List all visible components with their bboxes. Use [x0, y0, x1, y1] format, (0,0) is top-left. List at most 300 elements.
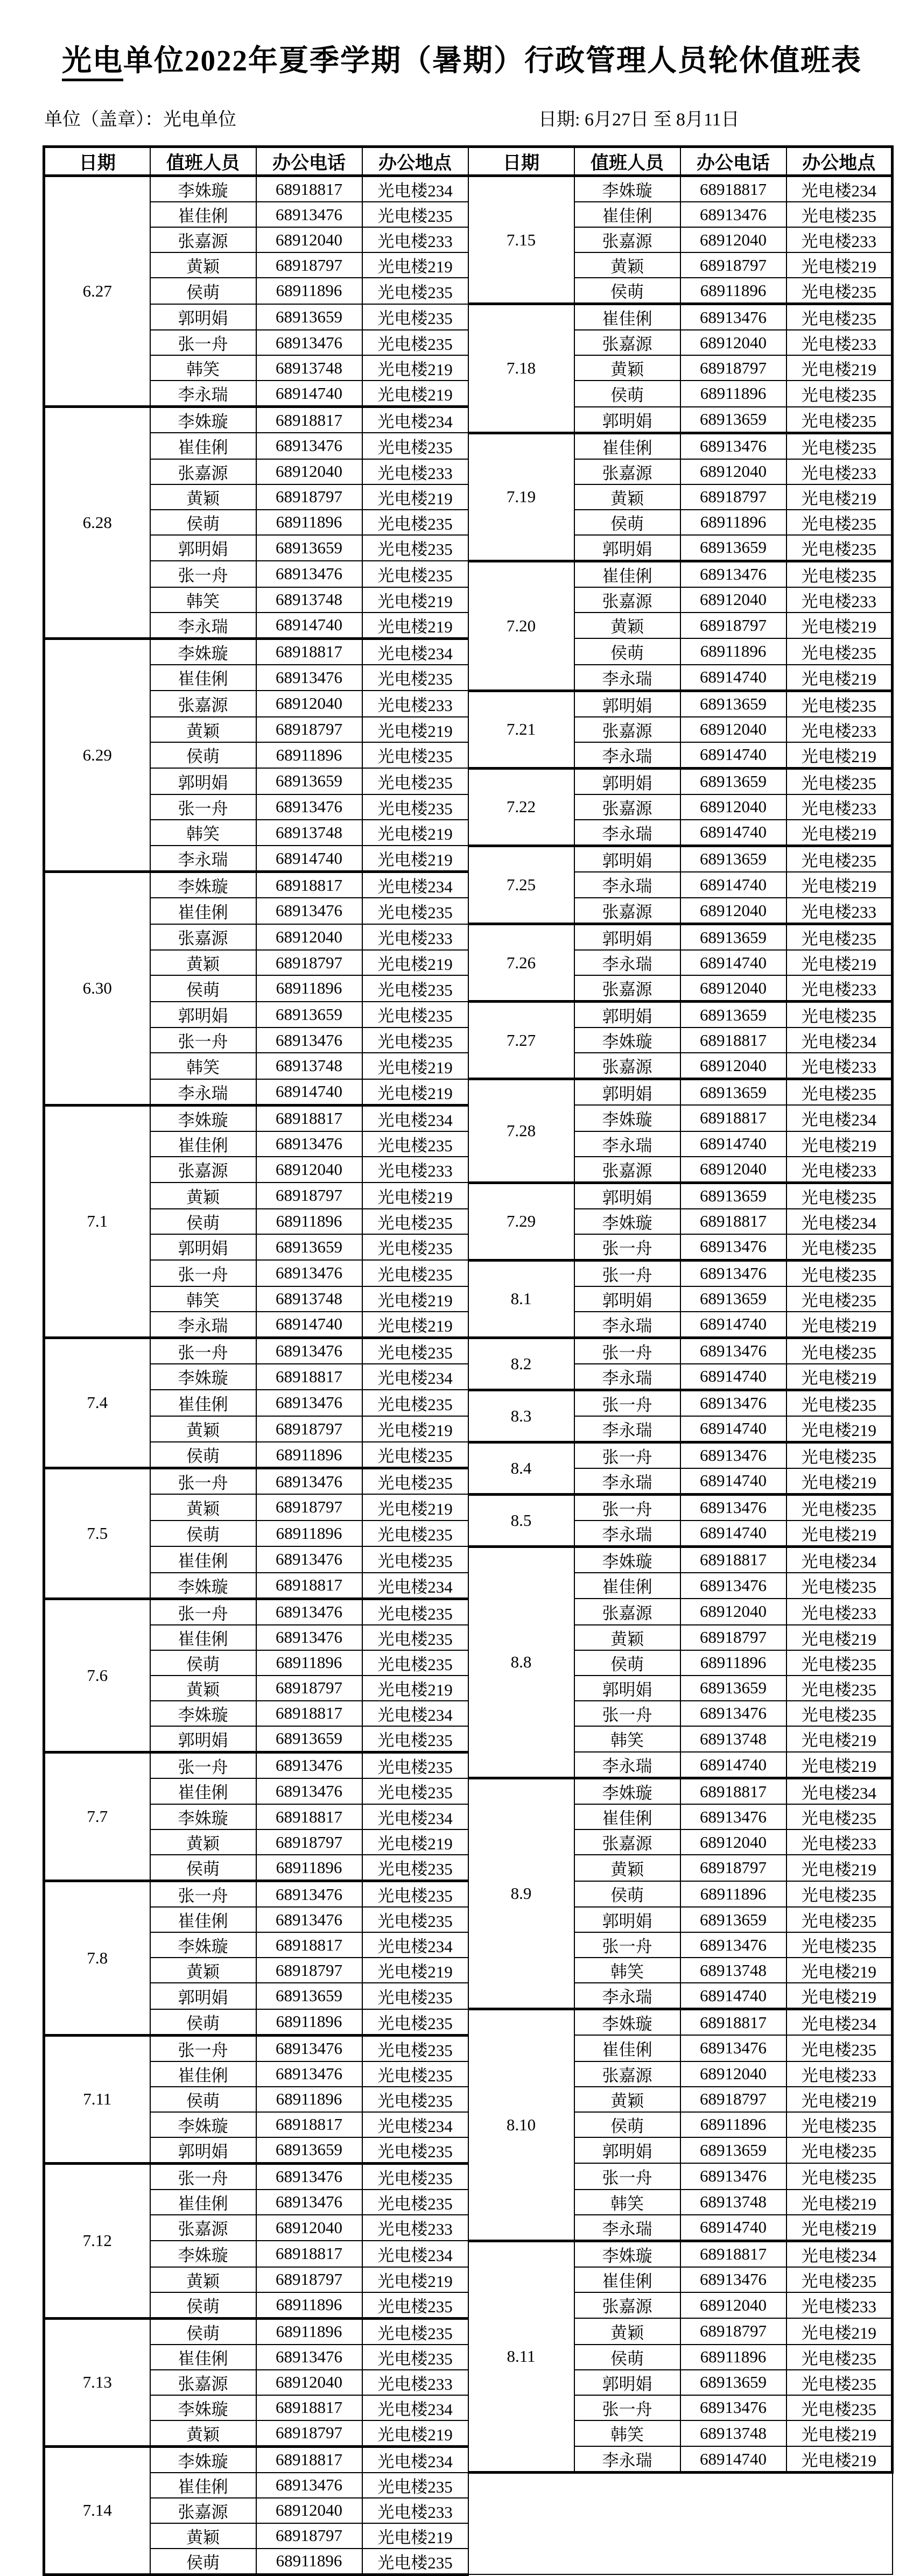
- left-phone-cell: 68913476: [256, 1131, 362, 1157]
- right-location-cell: 光电楼235: [786, 1286, 893, 1312]
- left-location-cell: 光电楼234: [362, 2395, 468, 2420]
- right-location-cell: 光电楼235: [786, 2345, 893, 2370]
- left-person-cell: 侯萌: [150, 742, 256, 769]
- right-location-cell: 光电楼234: [786, 2241, 893, 2267]
- left-person-cell: 黄颖: [150, 1829, 256, 1855]
- left-phone-cell: 68912040: [256, 227, 362, 252]
- right-location-cell: 光电楼219: [786, 2087, 893, 2112]
- left-phone-cell: 68918817: [256, 1932, 362, 1958]
- right-phone-cell: 68913659: [680, 768, 786, 794]
- left-person-cell: 崔佳俐: [150, 2473, 256, 2498]
- right-location-cell: 光电楼219: [786, 1855, 893, 1881]
- right-location-cell: 光电楼235: [786, 2112, 893, 2137]
- right-location-cell: 光电楼234: [786, 1105, 893, 1131]
- left-location-cell: 光电楼235: [362, 768, 468, 794]
- left-person-cell: 侯萌: [150, 510, 256, 535]
- left-location-cell: 光电楼235: [362, 898, 468, 924]
- left-location-cell: 光电楼234: [362, 176, 468, 202]
- table-row: [44, 2009, 893, 2036]
- right-phone-cell: 68913476: [680, 2395, 786, 2420]
- left-phone-cell: 68911896: [256, 2549, 362, 2575]
- right-person-cell: 张一舟: [574, 1260, 680, 1286]
- left-location-cell: 光电楼235: [362, 510, 468, 535]
- left-location-cell: 光电楼219: [362, 484, 468, 510]
- right-person-cell: 张一舟: [574, 1701, 680, 1726]
- left-phone-cell: 68914740: [256, 381, 362, 407]
- right-phone-cell: 68911896: [680, 278, 786, 304]
- left-phone-cell: 68913476: [256, 2473, 362, 2498]
- right-phone-cell: 68913476: [680, 2163, 786, 2190]
- left-person-cell: 崔佳俐: [150, 1907, 256, 1932]
- right-phone-cell: 68913748: [680, 1958, 786, 1983]
- right-location-cell: 光电楼219: [786, 1983, 893, 2009]
- right-phone-cell: 68914740: [680, 1312, 786, 1338]
- right-person-cell: 张嘉源: [574, 227, 680, 252]
- left-location-cell: 光电楼235: [362, 1778, 468, 1805]
- left-location-cell: 光电楼234: [362, 1701, 468, 1726]
- right-location-cell: 光电楼234: [786, 1778, 893, 1805]
- left-person-cell: 黄颖: [150, 252, 256, 278]
- left-phone-cell: 68914740: [256, 846, 362, 872]
- left-phone-cell: 68913748: [256, 1286, 362, 1312]
- left-person-cell: 崔佳俐: [150, 898, 256, 924]
- left-person-cell: 崔佳俐: [150, 665, 256, 691]
- left-person-cell: 李永瑞: [150, 381, 256, 407]
- right-location-cell: 光电楼233: [786, 717, 893, 742]
- right-location-cell: 光电楼235: [786, 1183, 893, 1209]
- left-person-cell: 黄颖: [150, 2523, 256, 2549]
- right-location-cell: 光电楼219: [786, 484, 893, 510]
- left-person-cell: 李姝璇: [150, 1932, 256, 1958]
- right-person-cell: 郭明娟: [574, 768, 680, 794]
- left-person-cell: 张嘉源: [150, 1157, 256, 1183]
- right-phone-cell: 68914740: [680, 1131, 786, 1157]
- left-location-cell: 光电楼235: [362, 1338, 468, 1364]
- right-phone-cell: 68913476: [680, 1442, 786, 1468]
- left-date-cell: 6.29: [44, 638, 150, 872]
- title-rest: 单位2022年夏季学期（暑期）行政管理人员轮休值班表: [123, 44, 862, 77]
- right-person-cell: 韩笑: [574, 2190, 680, 2215]
- right-phone-cell: 68918817: [680, 176, 786, 202]
- left-location-cell: 光电楼219: [362, 1079, 468, 1106]
- right-person-cell: 韩笑: [574, 1726, 680, 1752]
- right-person-cell: 张嘉源: [574, 2292, 680, 2319]
- right-location-cell: 光电楼219: [786, 2446, 893, 2473]
- right-person-cell: 韩笑: [574, 1958, 680, 1983]
- left-person-cell: 黄颖: [150, 1494, 256, 1521]
- right-phone-cell: 68918797: [680, 2087, 786, 2112]
- right-person-cell: 张一舟: [574, 1234, 680, 1261]
- right-person-cell: 李姝璇: [574, 2009, 680, 2036]
- left-location-cell: 光电楼219: [362, 1829, 468, 1855]
- left-date-cell: 7.13: [44, 2318, 150, 2446]
- left-person-header: 值班人员: [150, 147, 256, 176]
- right-phone-cell: 68914740: [680, 742, 786, 769]
- left-phone-cell: 68918817: [256, 1573, 362, 1599]
- left-location-cell: 光电楼233: [362, 227, 468, 252]
- left-date-cell: 7.12: [44, 2163, 150, 2318]
- left-location-cell: 光电楼219: [362, 1286, 468, 1312]
- right-person-cell: 侯萌: [574, 510, 680, 535]
- right-location-cell: 光电楼235: [786, 1881, 893, 1908]
- left-phone-cell: 68918817: [256, 2446, 362, 2473]
- left-location-cell: 光电楼235: [362, 1650, 468, 1676]
- right-location-cell: 光电楼233: [786, 794, 893, 820]
- right-date-cell: 7.19: [468, 433, 574, 561]
- right-phone-cell: 68913476: [680, 1804, 786, 1829]
- left-phone-cell: 68913476: [256, 1778, 362, 1805]
- right-person-cell: 郭明娟: [574, 407, 680, 433]
- right-phone-cell: 68913659: [680, 407, 786, 433]
- left-phone-cell: 68918817: [256, 407, 362, 433]
- left-location-cell: 光电楼234: [362, 1364, 468, 1390]
- right-person-cell: 郭明娟: [574, 1183, 680, 1209]
- left-location-cell: 光电楼235: [362, 1907, 468, 1932]
- right-phone-cell: 68913659: [680, 924, 786, 951]
- right-phone-cell: 68918797: [680, 613, 786, 639]
- right-person-cell: 黄颖: [574, 355, 680, 381]
- right-phone-cell: 68911896: [680, 2345, 786, 2370]
- right-date-cell: 8.10: [468, 2009, 574, 2241]
- left-location-cell: 光电楼219: [362, 1676, 468, 1701]
- right-person-cell: 崔佳俐: [574, 561, 680, 587]
- left-person-cell: 侯萌: [150, 2087, 256, 2112]
- right-location-cell: 光电楼233: [786, 459, 893, 484]
- left-phone-cell: 68913659: [256, 1002, 362, 1028]
- left-phone-cell: 68913476: [256, 1468, 362, 1495]
- left-location-cell: 光电楼235: [362, 665, 468, 691]
- right-person-cell: 崔佳俐: [574, 1804, 680, 1829]
- right-person-cell: 郭明娟: [574, 924, 680, 951]
- left-person-cell: 郭明娟: [150, 2137, 256, 2164]
- right-person-cell: 张嘉源: [574, 717, 680, 742]
- right-location-cell: 光电楼235: [786, 691, 893, 717]
- right-phone-cell: 68912040: [680, 459, 786, 484]
- left-person-cell: 崔佳俐: [150, 1390, 256, 1416]
- right-person-cell: 郭明娟: [574, 846, 680, 872]
- page-title: [32, 37, 891, 79]
- left-location-cell: 光电楼235: [362, 1881, 468, 1908]
- date-range-label: 日期: 6月27日 至 8月11日: [538, 110, 740, 130]
- left-location-cell: 光电楼235: [362, 2087, 468, 2112]
- right-date-cell: 7.27: [468, 1002, 574, 1079]
- right-phone-cell: 68912040: [680, 1599, 786, 1625]
- right-phone-cell: 68918797: [680, 252, 786, 278]
- right-person-cell: 李永瑞: [574, 1312, 680, 1338]
- left-person-cell: 黄颖: [150, 484, 256, 510]
- left-person-cell: 韩笑: [150, 1053, 256, 1079]
- left-phone-cell: 68913659: [256, 304, 362, 330]
- right-person-cell: 李姝璇: [574, 176, 680, 202]
- right-phone-cell: 68918797: [680, 1625, 786, 1650]
- right-phone-cell: 68913476: [680, 1338, 786, 1364]
- left-location-cell: 光电楼235: [362, 1855, 468, 1881]
- right-location-cell: 光电楼235: [786, 1650, 893, 1676]
- right-location-cell: 光电楼219: [786, 1131, 893, 1157]
- left-phone-cell: 68918817: [256, 1804, 362, 1829]
- right-person-cell: 张一舟: [574, 1442, 680, 1468]
- left-phone-cell: 68912040: [256, 2498, 362, 2523]
- left-person-cell: 侯萌: [150, 2292, 256, 2319]
- left-location-cell: 光电楼235: [362, 1002, 468, 1028]
- right-location-cell: 光电楼219: [786, 2318, 893, 2345]
- right-person-cell: 李永瑞: [574, 1416, 680, 1442]
- left-phone-cell: 68911896: [256, 2087, 362, 2112]
- right-phone-cell: 68913659: [680, 1676, 786, 1701]
- left-person-cell: 张一舟: [150, 561, 256, 587]
- left-location-cell: 光电楼235: [362, 1442, 468, 1468]
- left-phone-cell: 68913476: [256, 898, 362, 924]
- table-row: [44, 176, 893, 202]
- left-phone-cell: 68918817: [256, 2241, 362, 2267]
- left-location-cell: 光电楼219: [362, 252, 468, 278]
- right-phone-cell: 68913476: [680, 561, 786, 587]
- right-person-cell: 张嘉源: [574, 1599, 680, 1625]
- right-phone-cell: 68918797: [680, 2318, 786, 2345]
- right-phone-cell: 68914740: [680, 820, 786, 846]
- right-person-cell: 张嘉源: [574, 1157, 680, 1183]
- right-person-cell: 崔佳俐: [574, 202, 680, 227]
- left-person-cell: 李姝璇: [150, 2241, 256, 2267]
- left-person-cell: 李姝璇: [150, 2446, 256, 2473]
- left-person-cell: 李姝璇: [150, 1804, 256, 1829]
- right-phone-cell: 68913476: [680, 202, 786, 227]
- left-person-cell: 郭明娟: [150, 1234, 256, 1261]
- left-person-cell: 侯萌: [150, 1442, 256, 1468]
- right-person-cell: 郭明娟: [574, 1907, 680, 1932]
- right-person-cell: 张嘉源: [574, 330, 680, 355]
- right-person-cell: 李永瑞: [574, 872, 680, 898]
- right-person-cell: 李姝璇: [574, 1105, 680, 1131]
- right-phone-cell: 68918797: [680, 1855, 786, 1881]
- right-location-cell: 光电楼235: [786, 1234, 893, 1261]
- left-person-cell: 侯萌: [150, 2549, 256, 2575]
- left-phone-cell: 68913476: [256, 561, 362, 587]
- left-location-cell: 光电楼235: [362, 2190, 468, 2215]
- right-location-cell: 光电楼235: [786, 768, 893, 794]
- left-location-cell: 光电楼235: [362, 2163, 468, 2190]
- right-phone-cell: 68913476: [680, 1390, 786, 1416]
- left-phone-cell: 68918817: [256, 2112, 362, 2137]
- left-phone-cell: 68913476: [256, 1907, 362, 1932]
- left-phone-cell: 68918797: [256, 1958, 362, 1983]
- left-phone-cell: 68918817: [256, 1105, 362, 1131]
- left-person-cell: 李姝璇: [150, 2395, 256, 2420]
- right-person-cell: 张嘉源: [574, 1829, 680, 1855]
- right-phone-cell: 68914740: [680, 2446, 786, 2473]
- left-phone-cell: 68913476: [256, 1260, 362, 1286]
- left-person-cell: 郭明娟: [150, 1983, 256, 2009]
- left-person-cell: 张嘉源: [150, 691, 256, 717]
- right-person-cell: 侯萌: [574, 2345, 680, 2370]
- left-location-cell: 光电楼234: [362, 638, 468, 665]
- left-person-cell: 黄颖: [150, 1958, 256, 1983]
- right-phone-cell: 68918817: [680, 1209, 786, 1234]
- left-person-cell: 李永瑞: [150, 1079, 256, 1106]
- right-location-cell: 光电楼233: [786, 1053, 893, 1079]
- right-location-cell: 光电楼235: [786, 1442, 893, 1468]
- left-person-cell: 张一舟: [150, 1468, 256, 1495]
- right-person-cell: 崔佳俐: [574, 304, 680, 330]
- right-location-cell: 光电楼233: [786, 975, 893, 1002]
- title-unit-name-underlined: 光电: [62, 44, 123, 81]
- left-location-cell: 光电楼219: [362, 1183, 468, 1209]
- right-location-cell: 光电楼234: [786, 2009, 893, 2036]
- left-date-header: 日期: [44, 147, 150, 176]
- left-person-cell: 李姝璇: [150, 1573, 256, 1599]
- right-person-cell: 张嘉源: [574, 2061, 680, 2087]
- left-phone-cell: 68911896: [256, 2009, 362, 2036]
- left-phone-cell: 68911896: [256, 2292, 362, 2319]
- left-phone-cell: 68913476: [256, 1390, 362, 1416]
- left-phone-cell: 68913476: [256, 1546, 362, 1573]
- right-location-cell: 光电楼219: [786, 252, 893, 278]
- left-person-cell: 李姝璇: [150, 176, 256, 202]
- right-location-cell: 光电楼235: [786, 1932, 893, 1958]
- right-location-cell: 光电楼235: [786, 561, 893, 587]
- left-phone-cell: 68913476: [256, 2345, 362, 2370]
- right-person-header: 值班人员: [574, 147, 680, 176]
- left-person-cell: 侯萌: [150, 1209, 256, 1234]
- left-person-cell: 黄颖: [150, 2420, 256, 2447]
- left-location-cell: 光电楼233: [362, 2498, 468, 2523]
- left-location-cell: 光电楼235: [362, 1625, 468, 1650]
- left-person-cell: 黄颖: [150, 717, 256, 742]
- left-location-cell: 光电楼219: [362, 1958, 468, 1983]
- right-phone-cell: 68913476: [680, 433, 786, 459]
- right-phone-cell: 68913659: [680, 1183, 786, 1209]
- table-body: [44, 176, 893, 2575]
- right-phone-cell: 68914740: [680, 950, 786, 975]
- table-row: [44, 1183, 893, 1209]
- right-date-cell: 7.21: [468, 691, 574, 768]
- right-person-cell: 郭明娟: [574, 691, 680, 717]
- left-location-cell: 光电楼219: [362, 587, 468, 613]
- right-phone-cell: 68913476: [680, 2267, 786, 2292]
- right-phone-cell: 68911896: [680, 510, 786, 535]
- left-person-cell: 崔佳俐: [150, 1625, 256, 1650]
- table-row: [44, 1442, 893, 1468]
- right-person-cell: 侯萌: [574, 1881, 680, 1908]
- left-phone-cell: 68914740: [256, 613, 362, 639]
- table-row: [44, 1390, 893, 1416]
- left-phone-cell: 68913659: [256, 535, 362, 561]
- left-location-cell: 光电楼235: [362, 2292, 468, 2319]
- left-location-cell: 光电楼219: [362, 846, 468, 872]
- right-person-cell: 黄颖: [574, 484, 680, 510]
- right-phone-cell: 68913476: [680, 1932, 786, 1958]
- table-row: [44, 768, 893, 794]
- right-phone-cell: 68913748: [680, 2190, 786, 2215]
- right-person-cell: 韩笑: [574, 2420, 680, 2447]
- right-location-cell: 光电楼219: [786, 1958, 893, 1983]
- left-phone-cell: 68918817: [256, 176, 362, 202]
- right-location-cell: 光电楼233: [786, 898, 893, 924]
- right-person-cell: 侯萌: [574, 1650, 680, 1676]
- right-phone-cell: 68913659: [680, 846, 786, 872]
- right-person-cell: 侯萌: [574, 278, 680, 304]
- left-location-cell: 光电楼235: [362, 2318, 468, 2345]
- left-date-cell: 7.6: [44, 1599, 150, 1752]
- left-phone-cell: 68918797: [256, 1494, 362, 1521]
- right-phone-cell: 68914740: [680, 1416, 786, 1442]
- left-person-cell: 崔佳俐: [150, 202, 256, 227]
- right-person-cell: 黄颖: [574, 1855, 680, 1881]
- right-person-cell: 黄颖: [574, 613, 680, 639]
- left-location-cell: 光电楼235: [362, 794, 468, 820]
- right-person-cell: 黄颖: [574, 2087, 680, 2112]
- left-location-cell: 光电楼234: [362, 1573, 468, 1599]
- right-date-cell: 7.28: [468, 1079, 574, 1183]
- right-phone-cell: 68913748: [680, 1726, 786, 1752]
- right-person-cell: 张一舟: [574, 1932, 680, 1958]
- right-person-cell: 郭明娟: [574, 2370, 680, 2395]
- right-date-cell: 7.25: [468, 846, 574, 924]
- left-location-cell: 光电楼235: [362, 1027, 468, 1053]
- left-date-cell: 7.11: [44, 2035, 150, 2163]
- left-person-cell: 李姝璇: [150, 1364, 256, 1390]
- left-location-cell: 光电楼235: [362, 2035, 468, 2061]
- right-phone-cell: 68912040: [680, 1157, 786, 1183]
- left-location-cell: 光电楼235: [362, 1131, 468, 1157]
- right-location-cell: 光电楼233: [786, 587, 893, 613]
- right-location-cell: 光电楼219: [786, 2420, 893, 2447]
- left-location-cell: 光电楼235: [362, 1209, 468, 1234]
- left-person-cell: 韩笑: [150, 587, 256, 613]
- left-person-cell: 崔佳俐: [150, 1778, 256, 1805]
- right-phone-cell: 68914740: [680, 2215, 786, 2241]
- right-location-cell: 光电楼219: [786, 613, 893, 639]
- right-location-cell: 光电楼234: [786, 1546, 893, 1573]
- left-person-cell: 李永瑞: [150, 613, 256, 639]
- left-location-cell: 光电楼235: [362, 1726, 468, 1752]
- left-location-cell: 光电楼234: [362, 1932, 468, 1958]
- left-location-cell: 光电楼234: [362, 2446, 468, 2473]
- left-location-cell: 光电楼235: [362, 330, 468, 355]
- right-location-cell: 光电楼235: [786, 638, 893, 665]
- left-location-cell: 光电楼235: [362, 304, 468, 330]
- left-location-cell: 光电楼235: [362, 742, 468, 769]
- right-person-cell: 李永瑞: [574, 2215, 680, 2241]
- left-date-cell: 6.30: [44, 872, 150, 1106]
- left-phone-cell: 68918797: [256, 2420, 362, 2447]
- left-phone-cell: 68912040: [256, 1157, 362, 1183]
- right-phone-cell: 68913659: [680, 535, 786, 561]
- left-person-cell: 张一舟: [150, 1027, 256, 1053]
- right-person-cell: 李永瑞: [574, 1521, 680, 1547]
- left-phone-cell: 68911896: [256, 278, 362, 304]
- table-row: [44, 304, 893, 330]
- right-date-cell: 8.9: [468, 1778, 574, 2009]
- left-person-cell: 韩笑: [150, 820, 256, 846]
- left-phone-header: 办公电话: [256, 147, 362, 176]
- left-date-cell: 7.8: [44, 1881, 150, 2036]
- left-location-cell: 光电楼219: [362, 1494, 468, 1521]
- right-location-cell: 光电楼235: [786, 1002, 893, 1028]
- left-person-cell: 李姝璇: [150, 1105, 256, 1131]
- left-location-cell: 光电楼219: [362, 950, 468, 975]
- table-row: [44, 1494, 893, 1521]
- left-location-cell: 光电楼235: [362, 1983, 468, 2009]
- right-person-cell: 李永瑞: [574, 2446, 680, 2473]
- left-person-cell: 张嘉源: [150, 2370, 256, 2395]
- right-phone-cell: 68912040: [680, 2292, 786, 2319]
- table-row: [44, 924, 893, 951]
- right-person-cell: 李姝璇: [574, 1778, 680, 1805]
- left-phone-cell: 68914740: [256, 1079, 362, 1106]
- right-phone-cell: 68913659: [680, 1079, 786, 1106]
- left-date-cell: 7.7: [44, 1752, 150, 1881]
